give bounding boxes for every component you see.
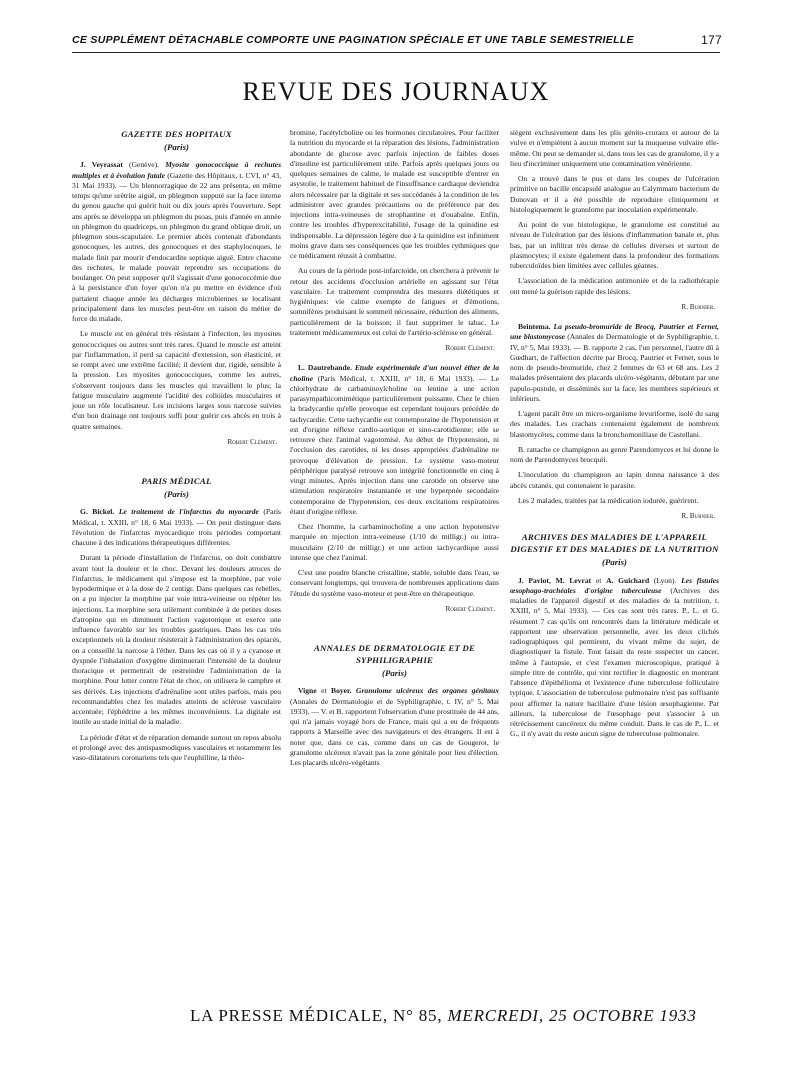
section-heading: GAZETTE DES HOPITAUX <box>121 129 232 139</box>
article-author: Boyer. <box>331 686 352 696</box>
article-paragraph: B. rattache ce champignon au genre Parendomyces et lui donne le nom de Parendomyces brocquii. <box>510 444 719 464</box>
footer-date: MERCREDI, 25 OCTOBRE 1933 <box>447 1006 697 1025</box>
article-paragraph: Le muscle est en général très résistant à l'infection, les myosites gonococciques ou autres sont très rares. Quand le muscle est atteint par l'inflammation, il perd sa capacité d'extension, son élasticité, et se rompt avec une extrême facilité; il devient dur, rigide, sensible à la pression. Les myosites gonococciques, comme les autres, s'observent toujours dans les muscles qui travaillent le plus; la fatigue musculaire augmente l'acidité des colloïdes musculaires et joue un rôle localisateur. Les incisions larges sous narcose suivies d'un bon drainage ont toujours suffi pour guérir ces abcès en trois à quatre semaines. <box>72 329 281 431</box>
article-paragraph: Beintema. La pseudo-bromuride de Brocq, Pautrier et Fernet, une blastomycose (Annales de Dermatologie et de Syphiligraphie, t. IV, n° 5, Mai 1933). — B. rapporte 2 cas, l'un personnel, l'autre dû à Gœdhart, de l'affection décrite par Brocq, Pautrier et Fernet, sous le nom de pseudo-bromuride, chez 2 femmes de 63 et 68 ans. Les 2 malades présentaient des placards ulcéro-végétants, débutant par une papulo-pustule, et disséminés sur la face, les membres supérieurs et inférieurs. <box>510 322 719 403</box>
article-paragraph: On a trouvé dans le pus et dans les coupes de l'ulcération primitive un bacille encapsulé analogue au Calymmato bacterium de Donovan et il a été possible de reproduire cliniquement et histologiquement le granulome par inoculation expérimentale. <box>510 174 719 214</box>
article-paragraph: La période d'état et de réparation demande surtout un repos absolu et prolongé avec des antispasmodiques vasculaires et notamment les vaso-dilatateurs coronariens tels que l'euphilline, la théo- <box>72 732 281 762</box>
article-author: J. Paviot, M. Levrat <box>518 575 592 585</box>
article-paragraph: L'inoculation du champignon au lapin donna naissance à des abcès cutanés, qui contenaient le parasite. <box>510 470 719 490</box>
page-footer <box>190 1006 750 1026</box>
article-author: Vigne <box>298 686 317 696</box>
column-3 <box>510 128 719 745</box>
article-paragraph: Au point de vue histologique, le granulome est constitué au niveau de l'ulcération par des lésions d'inflammation banale et, plus bas, par un infiltrat très dense de cellules diverses et surtout de plasmocytes; il existe également dans la profondeur des formations tuberculoïdes bien limitées avec cellules géantes. <box>510 220 719 270</box>
article-paragraph: L. Dautrebande. Etude expérimentale d'un nouvel éther de la choline (Paris Médical, t. XXIII, n° 18, 6 Mai 1933). — Le chlorhydrate de carbaminoylcholine ou lentine a une action parasympathicomimétique particulièrement puissante. Chez le chien la bradycardie qu'elle provoque est cependant toujours précédée de tachycardie. Cette tachycardie est contemporaine de l'hypotension et est d'origine réflexe cardio-aortique et sino-carotidienne; elle se retrouve chez l'animal vagotomisé. Au début de l'hypotension, ni l'occlusion des carotides, ni les doses appropriées d'adrénaline ne provoque d'élévation de pression. Le système vaso-moteur périphérique paralysé retrouve son intégrité fonctionnelle en cinq à vingt minutes. Après injection dans une carotide on observe une stimulation respiratoire instantanée et une hyperpnée secondaire contemporaine de l'hypotension, ces deux excitations respiratoires étant d'origine réflexe. <box>290 363 500 516</box>
section-heading: ANNALES DE DERMATOLOGIE ET DE SYPHILIGRAPHIE <box>313 643 476 665</box>
column-2 <box>290 128 499 773</box>
article-signature: Robert Clément. <box>445 604 495 613</box>
article-signature: Robert Clément. <box>445 344 495 352</box>
article-paragraph: J. Veyrassat (Genève). Myosite gonococcique à rechutes multiples et à évolution fatale (Gazette des Hôpitaux, t. CVI, n° 43, 31 Mai 1933). — Un blennorragique de 22 ans présenta, en même temps qu'une urétrite aiguë, un phlegmon supputé sur la face interne du genou gauche qui guérit huit ou dix jours après l'ouverture. Sept ans après se développa un phlegmon du psoas, puis d'année en année un phlegmon du quadriceps, un phlegmon du grand oblique droit, un phlegmon sous-scapulaire. Le premier abcès contenait d'abondants gonocoques, les autres, des gonocoques et des staphylocoques, le malade finit par mourir d'endocardite septique aiguë. Entre chacune des rechutes, le malade pouvait reprendre ses occupations de boulanger. On peut supposer qu'il s'agissait d'une gonococcémie due à la persistance d'un foyer qu'on n'a pu mettre en évidence d'où partaient chaque année les décharges microbiennes se localisant principalement dans les muscles peut-être en raison du métier de force du malade. <box>72 160 282 323</box>
article-title: Myosite gonococcique à rechutes multiples et à évolution fatale <box>72 160 282 180</box>
article-author: Beintema. <box>518 322 551 331</box>
supplement-header <box>72 33 722 47</box>
article-paragraph: Durant la période d'installation de l'infarctus, on doit combattre avant tout la douleur et le choc. Devant les douleurs atroces de l'infarctus, le médicament qui s'impose est la morphine, par voie hypodermique et à la dose de 2 centigr. Dans quelques cas rebelles, on a pu injecter la morphine par voie intra-veineuse ou répéter les injections. La morphine sera utilement combinée à de petites doses d'atropine qui en diminuent l'action vagotonique et exerce une influence favorable sur les troubles gastriques. Dans les cas très exceptionnels où la douleur résisterait à l'administration des opiacés, on a conseillé la narcose à l'éther. Dans les cas où il y a cyanose et dyspnée l'inhalation d'oxygène diminuerait l'intensité de la douleur thoracique et permettrait de restreindre l'administration de la morphine. Pour lutter contre l'état de choc, on utilisera le camphre et ses dérivés. Les injections d'adrénaline sont utiles parfois, mais peu recommandables chez les malades atteints de sclérose vasculaire accentuée; l'éphédrine a les mêmes inconvénients. La digitale est inutile au stade initial de la maladie. <box>72 553 281 727</box>
masthead-title: REVUE DES JOURNAUX <box>242 77 550 106</box>
article-paragraph: L'association de la médication antimoniée et de la radiothérapie ont mené la guérison rapide des lésions. <box>510 276 719 296</box>
header-rule <box>72 52 720 53</box>
article-paragraph: Chez l'homme, la carbaminocholine a une action hypotensive marquée en injection intra-veineuse (1/10 de milligr.) ou intra-musculaire (2/10 de milligr.) et une action tachycardique aussi intense que chez l'animal. <box>290 522 499 562</box>
section-city: (Paris) <box>602 557 627 568</box>
article-title: Les fistules œsophago-trachéales d'origine tuberculeuse <box>510 575 719 595</box>
article-title: Granulome ulcéreux des organes génitaux <box>351 686 499 696</box>
article-signature: R. Burnier. <box>681 302 715 311</box>
section-city: (Paris) <box>164 142 189 152</box>
article-paragraph: G. Bickel. Le traitement de l'infarctus du myocarde (Paris Médical, t. XXIII, n° 18, 6 Mai 1933). — On peut distinguer dans l'évolution de l'infarctus myocardique trois périodes comportant chacune à des indications thérapeutiques différentes. <box>72 507 281 547</box>
footer-journal: LA PRESSE MÉDICALE, N° 85, <box>190 1006 443 1025</box>
column-1 <box>72 128 281 768</box>
article-signature: R. Burnier. <box>681 512 715 520</box>
page-number: 177 <box>701 33 722 47</box>
article-author: J. Veyrassat <box>80 160 123 170</box>
section-heading: PARIS MÉDICAL <box>141 476 212 486</box>
article-paragraph: Les 2 malades, traitées par la médication iodurée, guérirent. <box>518 495 699 505</box>
article-author: A. Guichard <box>606 575 650 585</box>
section-city: (Paris) <box>164 489 189 499</box>
article-paragraph: Au cours de la période post-infarctoïde, on cherchera à prévenir le retour des accidents d'occlusion artérielle en agissant sur l'état vasculaire. Le traitement comprendra des mesures diététiques et hygiéniques: vie calme exempte de fatigues et d'émotions, somnifères produisant le sommeil nécessaire, réduction des aliments, particulièrement de la boisson; il faut supprimer le tabac. Le traitement médicamenteux est celui de l'artério-sclérose en général. <box>290 266 499 337</box>
article-title: La pseudo-bromuride de Brocq, Pautrier et Fernet, une blastomycose <box>510 322 719 342</box>
article-author: G. Bickel. <box>80 507 115 517</box>
section-city: (Paris) <box>382 668 407 678</box>
article-paragraph: bromine, l'acétylcholine ou les hormones circulatoires. Pour faciliter la nutrition du myocarde et la réparation des lésions, l'administration abondante de glucose avec parfois injection de faibles doses d'insuline est particulièrement utile. Parfois après quelques jours ou quelques semaines de calme, le malade est susceptible d'entrer en asystolie, le traitement habituel de l'insuffisance cardiaque deviendra alors nécessaire par la digitale et ses succédanés à la condition de les administrer avec grandes précautions ou de préférence par des injections intra-veineuses de strophantine et d'ouabaïne. Enfin, contre les troubles d'hyperexcitabilité, l'usage de la quinidine est indispensable. La dépression légère due à la quinidine est infiniment moins grave dans ses conséquences que les troubles rythmiques que ce médicament réussit à combattre. <box>290 128 499 260</box>
article-paragraph: C'est une poudre blanche cristalline, stable, soluble dans l'eau, se conservant longtemps, qui trouvera de nombreuses applications dans l'étude du système vaso-moteur et peut-être en thérapeutique. <box>290 568 499 598</box>
article-author: L. Dautrebande. <box>298 363 352 373</box>
supplement-line: CE SUPPLÉMENT DÉTACHABLE COMPORTE UNE PAGINATION SPÉCIALE ET UNE TABLE SEMESTRIELLE <box>72 34 634 46</box>
section-heading: ARCHIVES DES MALADIES DE L'APPAREIL DIGESTIF ET DES MALADIES DE LA NUTRITION <box>510 532 719 555</box>
article-title: Le traitement de l'infarctus du myocarde <box>114 507 259 517</box>
article-title: Etude expérimentale d'un nouvel éther de la choline <box>290 363 500 383</box>
article-signature: Robert Clément. <box>227 437 277 446</box>
article-paragraph: siègent exclusivement dans les plis génito-cruraux et autour de la vulve et n'empiètent à aucun moment sur la muqueuse vulvaire elle-même. On peut se demander si, dans tous les cas de granulome, il y a lieu d'incriminer uniquement une contamination vénérienne. <box>510 128 719 168</box>
article-paragraph: L'agent paraît être un micro-organisme levuriforme, isolé du sang des malades. Les crachats contenaient également de nombreux blastomycètes, comme dans la bronchomoniliase de Castellani. <box>510 409 719 439</box>
article-paragraph: J. Paviot, M. Levrat et A. Guichard (Lyon). Les fistules œsophago-trachéales d'origine tuberculeuse (Archives des maladies de l'appareil digestif et des maladies de la nutrition, t. XXIII, n° 5, Mai 1933). — Ces cas sont très rares. P., L. et G. résument 7 cas qu'ils ont rencontrés dans la littérature médicale et rapportent une observation personnelle, avec les deux clichés radiographiques qui permirent, du vivant même du sujet, de diagnostiquer la fistule. Tout faisait du reste suspecter un cancer, même à l'autopsie, et c'est l'examen microscopique, pratiqué à simple titre de contrôle, qui vint rectifier le diagnostic en montrant l'absence d'épithélioma et l'existence d'une tuberculose folliculaire typique. L'association de tuberculose pulmonaire n'est pas suffisante pour affirmer la nature bacillaire d'une lésion œsophagienne. Par ailleurs, la tuberculose de l'œsophage peut s'associer à un rétrécissement cancéreux du même conduit. Dans le cas de P., L. et G., il n'y avait du reste aucun signe de tuberculose pulmonaire. <box>510 575 719 739</box>
article-paragraph: Vigne et Boyer. Granulome ulcéreux des organes génitaux (Annales de Dermatologie et de Syphiligraphie, t. IV, n° 5, Mai 1933). — V. et B. rapportent l'observation d'une prostituée de 44 ans, qui n'a jamais voyagé hors de France, mais qui a eu de fréquents rapports à Marseille avec des navigateurs et des étrangers. Il est à noter que, dans ce cas, comme dans un cas de Gougerot, le granulome ulcéreux n'avait pas la zone génitale pour lieu d'élection. Les placards ulcéro-végétants <box>290 686 499 767</box>
